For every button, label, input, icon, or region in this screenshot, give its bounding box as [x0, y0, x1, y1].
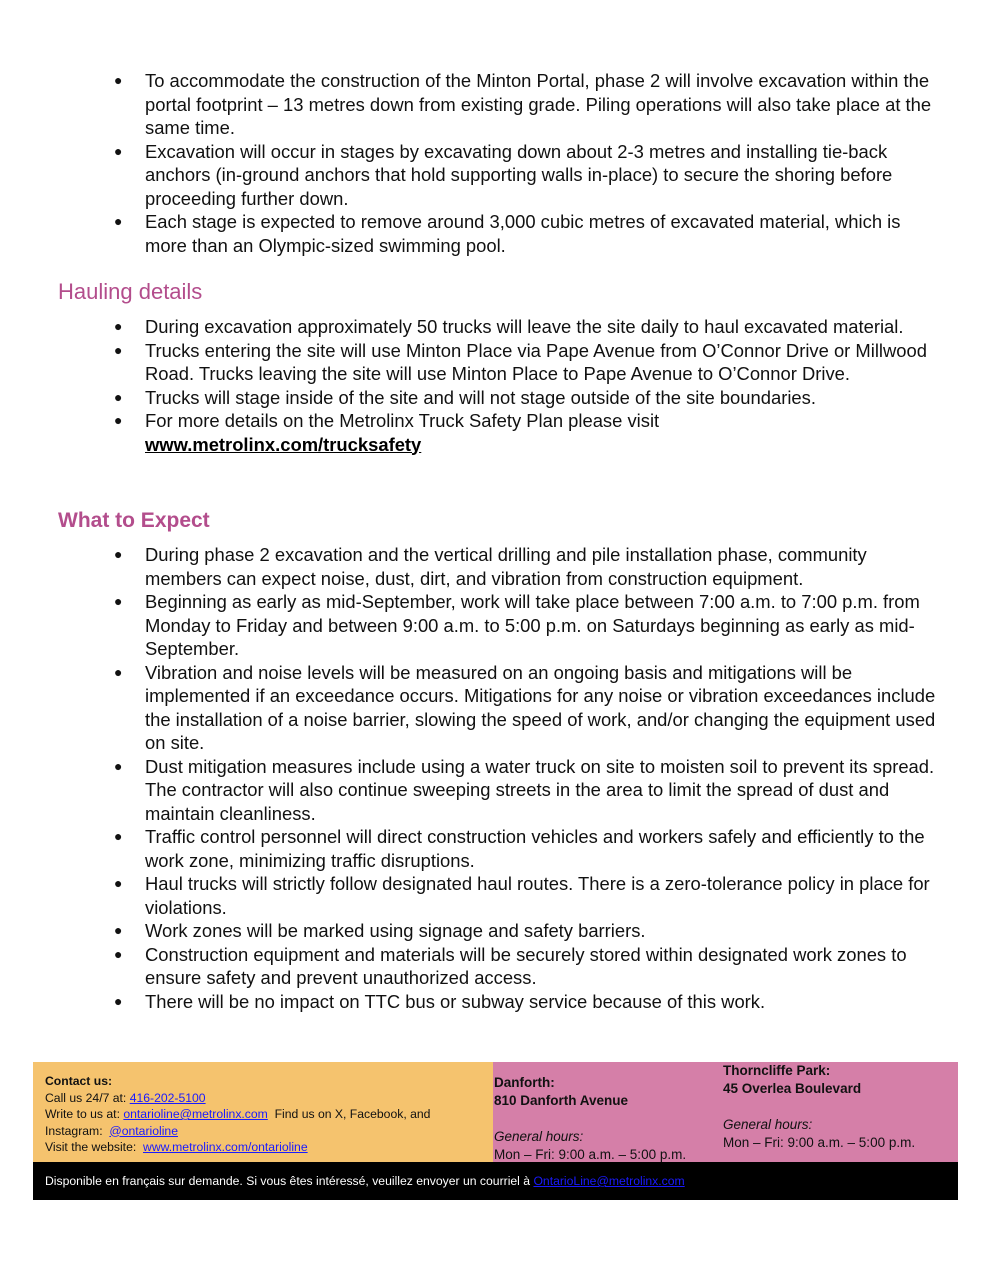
list-item: ● Excavation will occur in stages by excavating down about 2-3 metres and installing tie-back anchors (in-ground anchors that hold supporting walls in-place) to secure the shoring before proceeding further down. [114, 140, 893, 209]
thorncliffe-hours-label: General hours: [723, 1117, 813, 1132]
list-item: ● Vibration and noise levels will be measured on an ongoing basis and mitigations will be implemented if an exceedance occurs. Mitigations for any noise or vibration exceedances include the installation of a noise barrier, slowing the speed of work, and/or changing the equipment used on site. [114, 661, 936, 753]
bullet-icon: ● [114, 388, 123, 405]
bullet-icon: ● [114, 412, 123, 428]
call-line: Call us 24/7 at: 416-202-5100 [45, 1090, 206, 1105]
write-line: Write to us at: ontarioline@metrolinx.com Find us on X, Facebook, and Instagram: @ontarioline [45, 1107, 431, 1138]
french-email-link[interactable]: OntarioLine@metrolinx.com [533, 1174, 685, 1188]
list-item: ● For more details on the Metrolinx Truck Safety Plan please visit www.metrolinx.com/trucksafety [114, 410, 660, 455]
thorncliffe-hours: Mon – Fri: 9:00 a.m. – 5:00 p.m. [723, 1135, 916, 1150]
bullet-icon: ● [114, 945, 123, 962]
phone-link[interactable]: 416-202-5100 [129, 1090, 206, 1105]
danforth-hours-label: General hours: [494, 1129, 584, 1144]
list-item: ● Construction equipment and materials will be securely stored within designated work zones to ensure safety and prevent unauthorized access. [114, 943, 907, 988]
website-link[interactable]: www.metrolinx.com/ontarioline [143, 1140, 308, 1154]
expect-bullet-list [0, 543, 940, 1013]
bullet-icon: ● [114, 663, 123, 680]
danforth-hours: Mon – Fri: 9:00 a.m. – 5:00 p.m. [494, 1147, 687, 1162]
bullet-icon: ● [114, 828, 123, 844]
list-item: ● Trucks entering the site will use Minton Place via Pape Avenue from O’Connor Drive or Millwood Road. Trucks leaving the site will use Minton Place to Pape Avenue to O’Connor Drive. [114, 339, 927, 384]
bullet-icon: ● [114, 875, 123, 891]
bullet-icon: ● [114, 72, 123, 88]
footer [33, 1062, 958, 1162]
bullet-icon: ● [114, 922, 123, 938]
list-item: ● Dust mitigation measures include using a water truck on site to moisten soil to prevent its spread. The contractor will also continue sweeping streets in the area to limit the spread of dust and maintain cleanliness. [114, 755, 935, 824]
list-item: ● Haul trucks will strictly follow designated haul routes. There is a zero-tolerance policy in place for violations. [114, 873, 930, 918]
bullet-icon: ● [114, 593, 123, 609]
bullet-icon: ● [114, 546, 123, 562]
intro-bullet-list [0, 69, 940, 257]
list-item: ● During phase 2 excavation and the vertical drilling and pile installation phase, community members can expect noise, dust, dirt, and vibration from construction equipment. [114, 544, 867, 589]
danforth-title: Danforth: [494, 1075, 555, 1090]
email-link[interactable]: ontarioline@metrolinx.com [123, 1107, 268, 1121]
list-item: ● Trucks will stage inside of the site and will not stage outside of the site boundaries. [114, 386, 816, 408]
list-item: ● There will be no impact on TTC bus or subway service because of this work. [114, 990, 766, 1012]
bullet-icon: ● [114, 992, 123, 1009]
danforth-panel [493, 1062, 723, 1162]
list-item: ● During excavation approximately 50 trucks will leave the site daily to haul excavated material. [114, 316, 904, 337]
list-item: ● Work zones will be marked using signage and safety barriers. [114, 920, 646, 941]
french-notice-bar: Disponible en français sur demande. Si vous êtes intéressé, veuillez envoyer un courriel à OntarioLine@metrolinx.com [33, 1162, 958, 1200]
instagram-link[interactable]: @ontarioline [109, 1123, 178, 1138]
hauling-bullet-list [0, 315, 940, 456]
bullet-icon: ● [114, 213, 123, 229]
bullet-icon: ● [114, 142, 123, 159]
bullet-icon: ● [114, 757, 123, 774]
contact-panel [33, 1062, 493, 1162]
list-item: ● Traffic control personnel will direct construction vehicles and workers safely and efficiently to the work zone, minimizing traffic disruptions. [114, 826, 925, 871]
hauling-heading: Hauling details [58, 279, 203, 304]
danforth-address: 810 Danforth Avenue [494, 1093, 629, 1108]
website-line: Visit the website: www.metrolinx.com/ontarioline [45, 1140, 308, 1154]
bullet-icon: ● [114, 318, 123, 334]
list-item: ● To accommodate the construction of the Minton Portal, phase 2 will involve excavation within the portal footprint – 13 metres down from existing grade. Piling operations will also take place at the same time. [114, 70, 932, 138]
thorncliffe-panel [723, 1062, 958, 1162]
expect-heading: What to Expect [58, 509, 210, 532]
contact-title: Contact us: [45, 1074, 113, 1088]
list-item: ● Each stage is expected to remove around 3,000 cubic metres of excavated material, which is more than an Olympic-sized swimming pool. [114, 211, 901, 256]
thorncliffe-title: Thorncliffe Park: [723, 1063, 831, 1078]
list-item: ● Beginning as early as mid-September, work will take place between 7:00 a.m. to 7:00 p.m. from Monday to Friday and between 9:00 a.m. to 5:00 p.m. on Saturdays beginning as early as mid-September. [114, 591, 920, 659]
thorncliffe-address: 45 Overlea Boulevard [723, 1081, 862, 1096]
truck-safety-link[interactable]: www.metrolinx.com/trucksafety [145, 433, 422, 455]
bullet-icon: ● [114, 341, 123, 358]
